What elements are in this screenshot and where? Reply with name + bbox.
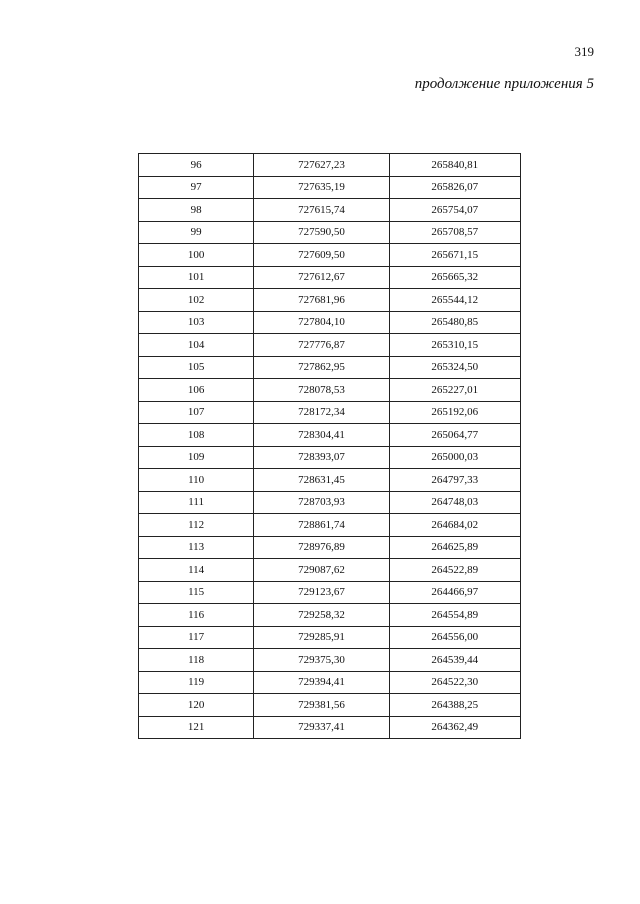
table-row — [139, 334, 521, 357]
point-number-cell: 104 — [139, 334, 254, 357]
point-number-cell: 112 — [139, 514, 254, 537]
x-coordinate-cell: 728861,74 — [254, 514, 389, 537]
x-coordinate-cell: 729258,32 — [254, 604, 389, 627]
page-number: 319 — [574, 44, 594, 59]
x-coordinate-cell: 727612,67 — [254, 266, 389, 289]
y-coordinate-cell: 264797,33 — [389, 469, 520, 492]
table-row — [139, 199, 521, 222]
x-coordinate-cell: 729285,91 — [254, 626, 389, 649]
x-coordinate-cell: 728976,89 — [254, 536, 389, 559]
y-coordinate-cell: 265324,50 — [389, 356, 520, 379]
point-number-cell: 99 — [139, 221, 254, 244]
table-row — [139, 626, 521, 649]
y-coordinate-cell: 265754,07 — [389, 199, 520, 222]
table-row — [139, 356, 521, 379]
point-number-cell: 109 — [139, 446, 254, 469]
y-coordinate-cell: 265665,32 — [389, 266, 520, 289]
y-coordinate-cell: 264554,89 — [389, 604, 520, 627]
table-row — [139, 176, 521, 199]
point-number-cell: 108 — [139, 424, 254, 447]
table-row — [139, 446, 521, 469]
y-coordinate-cell: 265544,12 — [389, 289, 520, 312]
y-coordinate-cell: 264684,02 — [389, 514, 520, 537]
point-number-cell: 106 — [139, 379, 254, 402]
y-coordinate-cell: 264522,30 — [389, 671, 520, 694]
point-number-cell: 113 — [139, 536, 254, 559]
point-number-cell: 100 — [139, 244, 254, 267]
x-coordinate-cell: 728703,93 — [254, 491, 389, 514]
table-row — [139, 604, 521, 627]
y-coordinate-cell: 264388,25 — [389, 694, 520, 717]
x-coordinate-cell: 728078,53 — [254, 379, 389, 402]
point-number-cell: 117 — [139, 626, 254, 649]
y-coordinate-cell: 265840,81 — [389, 154, 520, 177]
y-coordinate-cell: 265064,77 — [389, 424, 520, 447]
y-coordinate-cell: 265671,15 — [389, 244, 520, 267]
table-row — [139, 266, 521, 289]
point-number-cell: 115 — [139, 581, 254, 604]
x-coordinate-cell: 729087,62 — [254, 559, 389, 582]
coordinates-table-body — [139, 154, 521, 739]
table-row — [139, 671, 521, 694]
table-row — [139, 581, 521, 604]
point-number-cell: 105 — [139, 356, 254, 379]
y-coordinate-cell: 264362,49 — [389, 716, 520, 739]
y-coordinate-cell: 264522,89 — [389, 559, 520, 582]
x-coordinate-cell: 728304,41 — [254, 424, 389, 447]
point-number-cell: 97 — [139, 176, 254, 199]
table-row — [139, 469, 521, 492]
table-row — [139, 491, 521, 514]
x-coordinate-cell: 727627,23 — [254, 154, 389, 177]
table-row — [139, 244, 521, 267]
x-coordinate-cell: 729123,67 — [254, 581, 389, 604]
table-row — [139, 311, 521, 334]
x-coordinate-cell: 728393,07 — [254, 446, 389, 469]
point-number-cell: 98 — [139, 199, 254, 222]
table-row — [139, 289, 521, 312]
y-coordinate-cell: 264556,00 — [389, 626, 520, 649]
x-coordinate-cell: 727681,96 — [254, 289, 389, 312]
y-coordinate-cell: 264625,89 — [389, 536, 520, 559]
table-row — [139, 559, 521, 582]
coordinates-table — [138, 153, 521, 739]
appendix-continuation-note: продолжение приложения 5 — [414, 76, 594, 92]
x-coordinate-cell: 727635,19 — [254, 176, 389, 199]
point-number-cell: 118 — [139, 649, 254, 672]
x-coordinate-cell: 727776,87 — [254, 334, 389, 357]
y-coordinate-cell: 264466,97 — [389, 581, 520, 604]
x-coordinate-cell: 727609,50 — [254, 244, 389, 267]
point-number-cell: 114 — [139, 559, 254, 582]
y-coordinate-cell: 265480,85 — [389, 311, 520, 334]
x-coordinate-cell: 729337,41 — [254, 716, 389, 739]
point-number-cell: 110 — [139, 469, 254, 492]
point-number-cell: 119 — [139, 671, 254, 694]
point-number-cell: 107 — [139, 401, 254, 424]
point-number-cell: 121 — [139, 716, 254, 739]
point-number-cell: 111 — [139, 491, 254, 514]
table-row — [139, 379, 521, 402]
table-row — [139, 424, 521, 447]
table-row — [139, 221, 521, 244]
x-coordinate-cell: 729381,56 — [254, 694, 389, 717]
x-coordinate-cell: 728172,34 — [254, 401, 389, 424]
x-coordinate-cell: 729394,41 — [254, 671, 389, 694]
y-coordinate-cell: 265708,57 — [389, 221, 520, 244]
x-coordinate-cell: 729375,30 — [254, 649, 389, 672]
x-coordinate-cell: 727590,50 — [254, 221, 389, 244]
x-coordinate-cell: 728631,45 — [254, 469, 389, 492]
table-row — [139, 401, 521, 424]
y-coordinate-cell: 265000,03 — [389, 446, 520, 469]
y-coordinate-cell: 265192,06 — [389, 401, 520, 424]
table-row — [139, 716, 521, 739]
table-row — [139, 536, 521, 559]
y-coordinate-cell: 264539,44 — [389, 649, 520, 672]
point-number-cell: 103 — [139, 311, 254, 334]
point-number-cell: 96 — [139, 154, 254, 177]
y-coordinate-cell: 264748,03 — [389, 491, 520, 514]
point-number-cell: 102 — [139, 289, 254, 312]
y-coordinate-cell: 265310,15 — [389, 334, 520, 357]
y-coordinate-cell: 265227,01 — [389, 379, 520, 402]
table-row — [139, 514, 521, 537]
table-row — [139, 649, 521, 672]
x-coordinate-cell: 727615,74 — [254, 199, 389, 222]
point-number-cell: 101 — [139, 266, 254, 289]
x-coordinate-cell: 727862,95 — [254, 356, 389, 379]
point-number-cell: 116 — [139, 604, 254, 627]
table-row — [139, 154, 521, 177]
x-coordinate-cell: 727804,10 — [254, 311, 389, 334]
y-coordinate-cell: 265826,07 — [389, 176, 520, 199]
point-number-cell: 120 — [139, 694, 254, 717]
table-row — [139, 694, 521, 717]
